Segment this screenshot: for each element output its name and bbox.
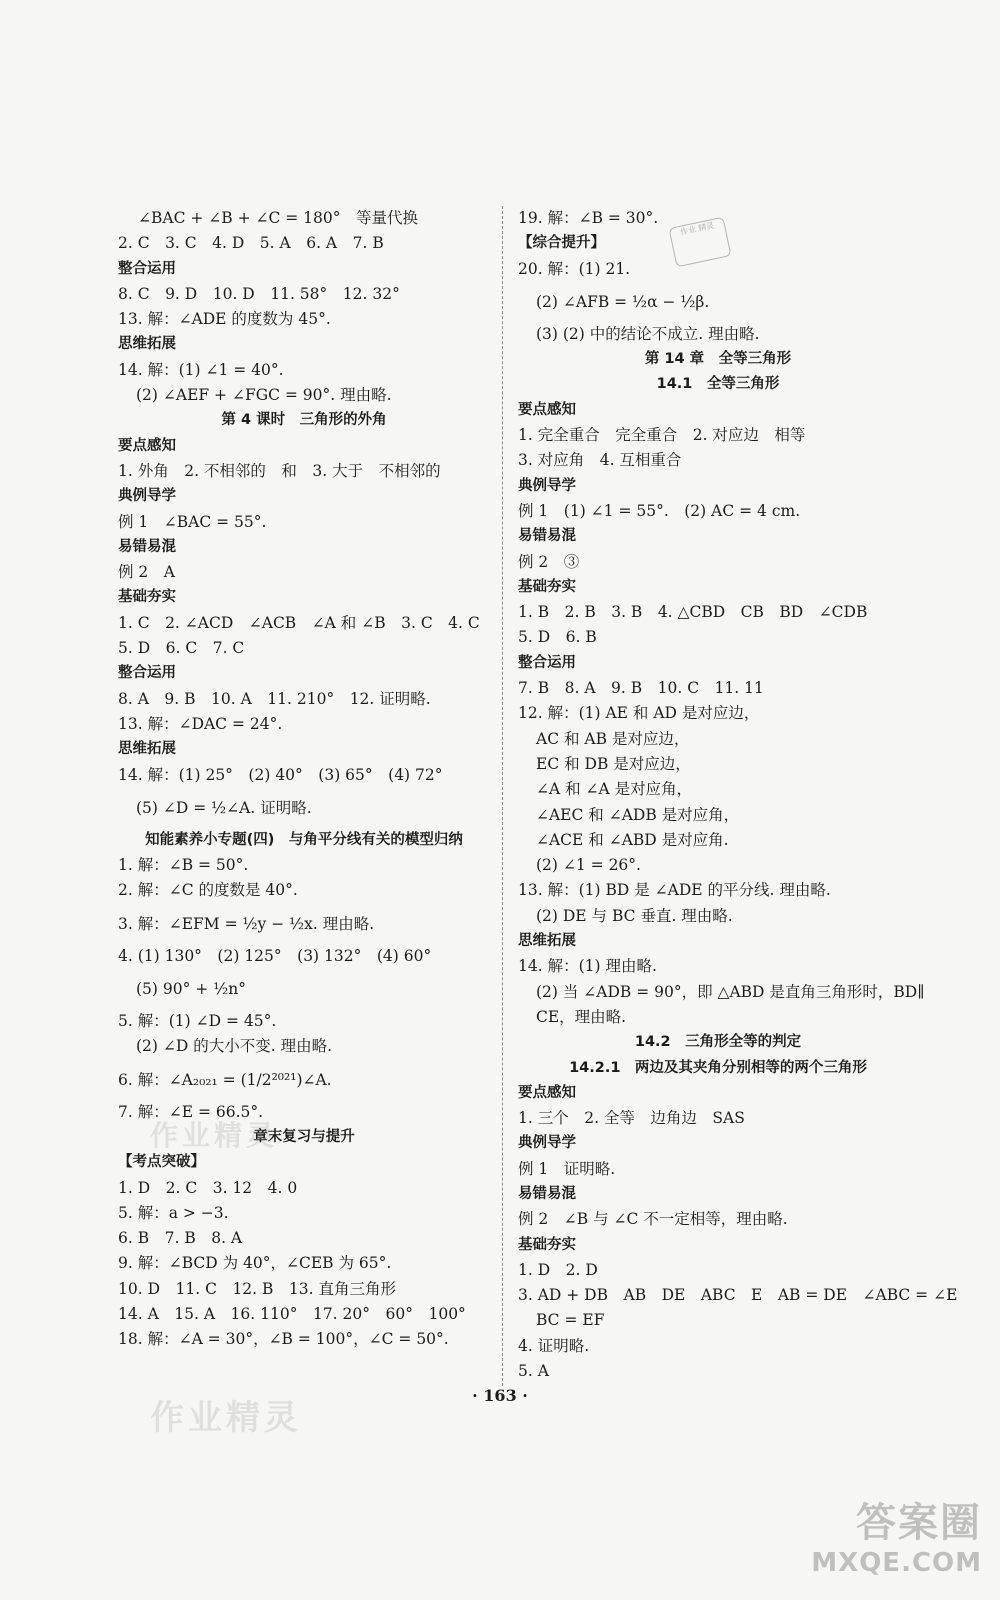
answer-line: (5) 90° + ½n° <box>136 980 246 999</box>
answer-line: 8. A 9. B 10. A 11. 210° 12. 证明略. <box>118 689 431 708</box>
answer-line: ∠A 和 ∠A 是对应角， <box>536 780 693 799</box>
answer-line: (3) (2) 中的结论不成立. 理由略. <box>536 324 760 343</box>
answer-line: 18. 解：∠A = 30°，∠B = 100°，∠C = 50°. <box>118 1330 449 1349</box>
watermark: 作业精灵 <box>150 1398 302 1438</box>
section-heading: 整合运用 <box>118 260 176 277</box>
answer-line: (2) ∠1 = 26°. <box>536 856 641 875</box>
left-column <box>118 206 490 1353</box>
answer-line: (5) ∠D = ½∠A. 证明略. <box>136 798 312 817</box>
answer-line: (2) ∠D 的大小不变. 理由略. <box>136 1037 333 1056</box>
answer-line: 7. B 8. A 9. B 10. C 11. 11 <box>518 679 764 698</box>
answer-line: 1. C 2. ∠ACD ∠ACB ∠A 和 ∠B 3. C 4. C <box>118 613 480 632</box>
section-title: 章末复习与提升 <box>253 1128 355 1145</box>
answer-line: 5. 解：a > −3. <box>118 1203 229 1222</box>
section-title: 14.1 全等三角形 <box>656 376 780 393</box>
section-heading: 要点感知 <box>518 401 576 418</box>
section-heading: 基础夯实 <box>118 589 176 606</box>
answer-line: EC 和 DB 是对应边， <box>536 754 691 773</box>
answer-line: (2) DE 与 BC 垂直. 理由略. <box>536 906 733 925</box>
answer-line: 6. 解：∠A₂₀₂₁ = (1/2²⁰²¹)∠A. <box>118 1070 332 1089</box>
brand-cn: 答案圈 <box>856 1500 982 1546</box>
section-heading: 典例导学 <box>518 477 576 494</box>
answer-line: 19. 解：∠B = 30°. <box>518 209 659 227</box>
answer-line: 13. 解：∠DAC = 24°. <box>118 714 283 733</box>
answer-line: 2. 解：∠C 的度数是 40°. <box>118 881 298 900</box>
answer-line: CE，理由略. <box>536 1007 627 1026</box>
answer-line: 1. 三个 2. 全等 边角边 SAS <box>518 1109 745 1128</box>
answer-line: 14. 解：(1) 理由略. <box>518 957 657 976</box>
answer-line: 5. D 6. B <box>518 628 597 647</box>
section-heading: 要点感知 <box>118 437 176 454</box>
answer-line: 14. 解：(1) ∠1 = 40°. <box>118 360 284 379</box>
answer-line: 5. A <box>518 1362 549 1381</box>
answer-line: 1. D 2. C 3. 12 4. 0 <box>118 1178 298 1197</box>
answer-line: 1. D 2. D <box>518 1260 598 1279</box>
answer-line: 1. 完全重合 完全重合 2. 对应边 相等 <box>518 426 806 445</box>
answer-line: 4. (1) 130° (2) 125° (3) 132° (4) 60° <box>118 946 432 965</box>
right-column <box>518 206 958 1384</box>
answer-line: 12. 解：(1) AE 和 AD 是对应边， <box>518 704 760 723</box>
section-heading: 整合运用 <box>518 654 576 671</box>
column-divider <box>502 206 503 1386</box>
answer-line: 3. 对应角 4. 互相重合 <box>518 451 682 470</box>
answer-line: 13. 解：(1) BD 是 ∠ADE 的平分线. 理由略. <box>518 881 831 900</box>
section-heading: 基础夯实 <box>518 578 576 595</box>
brand-en: MXQE.COM <box>811 1548 982 1578</box>
answer-line: 3. AD + DB AB DE ABC E AB = DE ∠ABC = ∠E <box>518 1286 958 1305</box>
answer-line: 例 1 证明略. <box>518 1159 616 1178</box>
answer-line: (2) ∠AFB = ½α − ½β. <box>536 292 710 311</box>
section-heading: 基础夯实 <box>518 1236 576 1253</box>
section-title: 第 14 章 全等三角形 <box>644 351 792 368</box>
section-heading: 易错易混 <box>518 1185 576 1202</box>
answer-line: 7. 解：∠E = 66.5°. <box>118 1102 264 1121</box>
section-heading: 思维拓展 <box>118 336 176 353</box>
section-heading: 易错易混 <box>118 538 176 555</box>
section-heading: 【考点突破】 <box>118 1154 205 1171</box>
section-heading: 思维拓展 <box>518 933 576 950</box>
section-heading: 要点感知 <box>518 1084 576 1101</box>
section-heading: 易错易混 <box>518 528 576 545</box>
answer-line: 例 2 ③ <box>518 552 580 571</box>
answer-line: 6. B 7. B 8. A <box>118 1229 243 1248</box>
answer-line: 例 1 ∠BAC = 55°. <box>118 512 267 531</box>
answer-line: 1. B 2. B 3. B 4. △CBD CB BD ∠CDB <box>518 603 868 622</box>
watermark: 作业精灵 <box>150 1119 279 1152</box>
section-title: 第 4 课时 三角形的外角 <box>221 412 387 429</box>
section-heading: 思维拓展 <box>118 741 176 758</box>
section-title: 14.2.1 两边及其夹角分别相等的两个三角形 <box>569 1059 867 1076</box>
stamp-mark: 作业 精灵 <box>668 217 731 268</box>
answer-line: ∠BAC + ∠B + ∠C = 180° 等量代换 <box>138 209 419 227</box>
answer-line: ∠ACE 和 ∠ABD 是对应角. <box>536 830 729 849</box>
answer-line: 1. 外角 2. 不相邻的 和 3. 大于 不相邻的 <box>118 461 441 480</box>
answer-line: ∠AEC 和 ∠ADB 是对应角， <box>536 805 740 824</box>
answer-line: (2) 当 ∠ADB = 90°，即 △ABD 是直角三角形时，BD∥ <box>536 982 925 1001</box>
answer-line: 1. 解：∠B = 50°. <box>118 856 249 875</box>
section-heading: 典例导学 <box>518 1135 576 1152</box>
answer-line: 9. 解：∠BCD 为 40°，∠CEB 为 65°. <box>118 1254 392 1273</box>
section-heading: 【综合提升】 <box>518 235 605 252</box>
answer-line: 例 2 ∠B 与 ∠C 不一定相等，理由略. <box>518 1210 788 1229</box>
answer-line: 5. 解：(1) ∠D = 45°. <box>118 1012 277 1031</box>
answer-line: 14. 解：(1) 25° (2) 40° (3) 65° (4) 72° <box>118 765 443 784</box>
answer-line: 例 2 A <box>118 563 175 582</box>
answer-line: 14. A 15. A 16. 110° 17. 20° 60° 100° <box>118 1304 466 1323</box>
brand-watermark <box>811 1491 982 1578</box>
answer-line: 3. 解：∠EFM = ½y − ½x. 理由略. <box>118 914 375 933</box>
section-title: 14.2 三角形全等的判定 <box>634 1034 802 1051</box>
answer-line: 2. C 3. C 4. D 5. A 6. A 7. B <box>118 234 384 253</box>
answer-line: 13. 解：∠ADE 的度数为 45°. <box>118 310 331 329</box>
section-heading: 整合运用 <box>118 665 176 682</box>
answer-line: BC = EF <box>536 1311 605 1330</box>
answer-line: 10. D 11. C 12. B 13. 直角三角形 <box>118 1279 396 1298</box>
answer-line: 20. 解：(1) 21. <box>518 259 631 278</box>
page-number: · 163 · <box>472 1386 528 1405</box>
answer-line: 例 1 (1) ∠1 = 55°. (2) AC = 4 cm. <box>518 501 801 520</box>
answer-line: 5. D 6. C 7. C <box>118 639 245 658</box>
answer-line: (2) ∠AEF + ∠FGC = 90°. 理由略. <box>136 386 392 405</box>
section-heading: 典例导学 <box>118 488 176 505</box>
answer-line: 4. 证明略. <box>518 1336 590 1355</box>
answer-line: AC 和 AB 是对应边， <box>536 729 690 748</box>
answer-line: 8. C 9. D 10. D 11. 58° 12. 32° <box>118 284 400 303</box>
section-title: 知能素养小专题(四) 与角平分线有关的模型归纳 <box>145 831 463 848</box>
